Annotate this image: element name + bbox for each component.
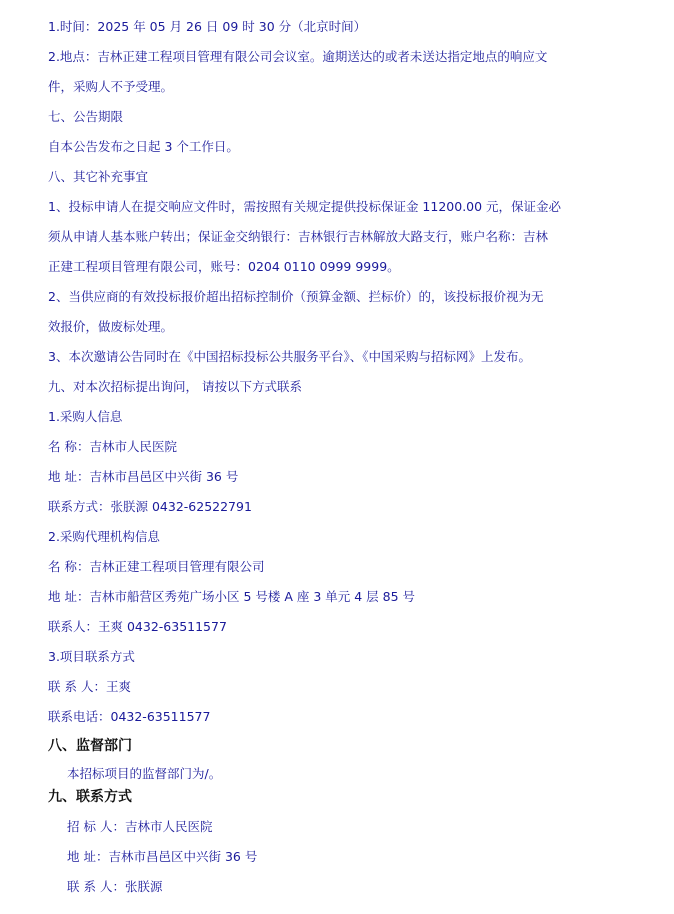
deposit-line-2: 须从申请人基本账户转出；保证金交纳银行：吉林银行吉林解放大路支行，账户名称：吉林 [48, 229, 549, 244]
notice-period-heading: 七、公告期限 [48, 109, 124, 124]
purchaser-address: 地 址：吉林市昌邑区中兴街 36 号 [48, 469, 239, 484]
price-rule-line-1: 2、当供应商的有效投标报价超出招标控制价（预算金额、拦标价）的，该投标报价视为无 [48, 289, 544, 304]
agency-info-heading: 2.采购代理机构信息 [48, 529, 160, 544]
inquiry-heading: 九、对本次招标提出询问， 请按以下方式联系 [48, 379, 302, 394]
price-rule-line-2: 效报价，做废标处理。 [48, 319, 174, 334]
purchaser-contact: 联系方式：张朕源 0432-62522791 [48, 499, 252, 514]
publish-channels-line: 3、本次邀请公告同时在《中国招标投标公共服务平台》、《中国采购与招标网》上发布。 [48, 349, 531, 364]
contact-heading: 九、联系方式 [48, 789, 132, 805]
agency-contact: 联系人：王爽 0432-63511577 [48, 619, 227, 634]
project-contact-heading: 3.项目联系方式 [48, 649, 135, 664]
agency-address: 地 址：吉林市船营区秀苑广场小区 5 号楼 A 座 3 单元 4 层 85 号 [48, 589, 416, 604]
project-contact-person: 联 系 人：王爽 [48, 679, 131, 694]
tenderer-contact: 联 系 人：张朕源 [67, 879, 163, 894]
purchaser-info-heading: 1.采购人信息 [48, 409, 123, 424]
tenderer-address: 地 址：吉林市昌邑区中兴街 36 号 [67, 849, 258, 864]
supplement-heading: 八、其它补充事宜 [48, 169, 149, 184]
deposit-line-1: 1、投标申请人在提交响应文件时，需按照有关规定提供投标保证金 11200.00 元，保证金必 [48, 199, 562, 214]
supervision-heading: 八、监督部门 [48, 738, 132, 754]
meeting-time-line: 1.时间：2025 年 05 月 26 日 09 时 30 分（北京时间） [48, 19, 367, 34]
purchaser-name: 名 称：吉林市人民医院 [48, 439, 177, 454]
notice-period-text: 自本公告发布之日起 3 个工作日。 [48, 139, 239, 154]
meeting-location-line: 2.地点：吉林正建工程项目管理有限公司会议室。逾期送达的或者未送达指定地点的响应文 [48, 49, 548, 64]
tenderer-name: 招 标 人：吉林市人民医院 [67, 819, 213, 834]
meeting-location-cont: 件，采购人不予受理。 [48, 79, 174, 94]
supervision-text: 本招标项目的监督部门为/。 [67, 766, 222, 781]
project-contact-phone: 联系电话：0432-63511577 [48, 709, 211, 724]
deposit-line-3: 正建工程项目管理有限公司，账号：0204 0110 0999 9999。 [48, 259, 400, 274]
agency-name: 名 称：吉林正建工程项目管理有限公司 [48, 559, 265, 574]
